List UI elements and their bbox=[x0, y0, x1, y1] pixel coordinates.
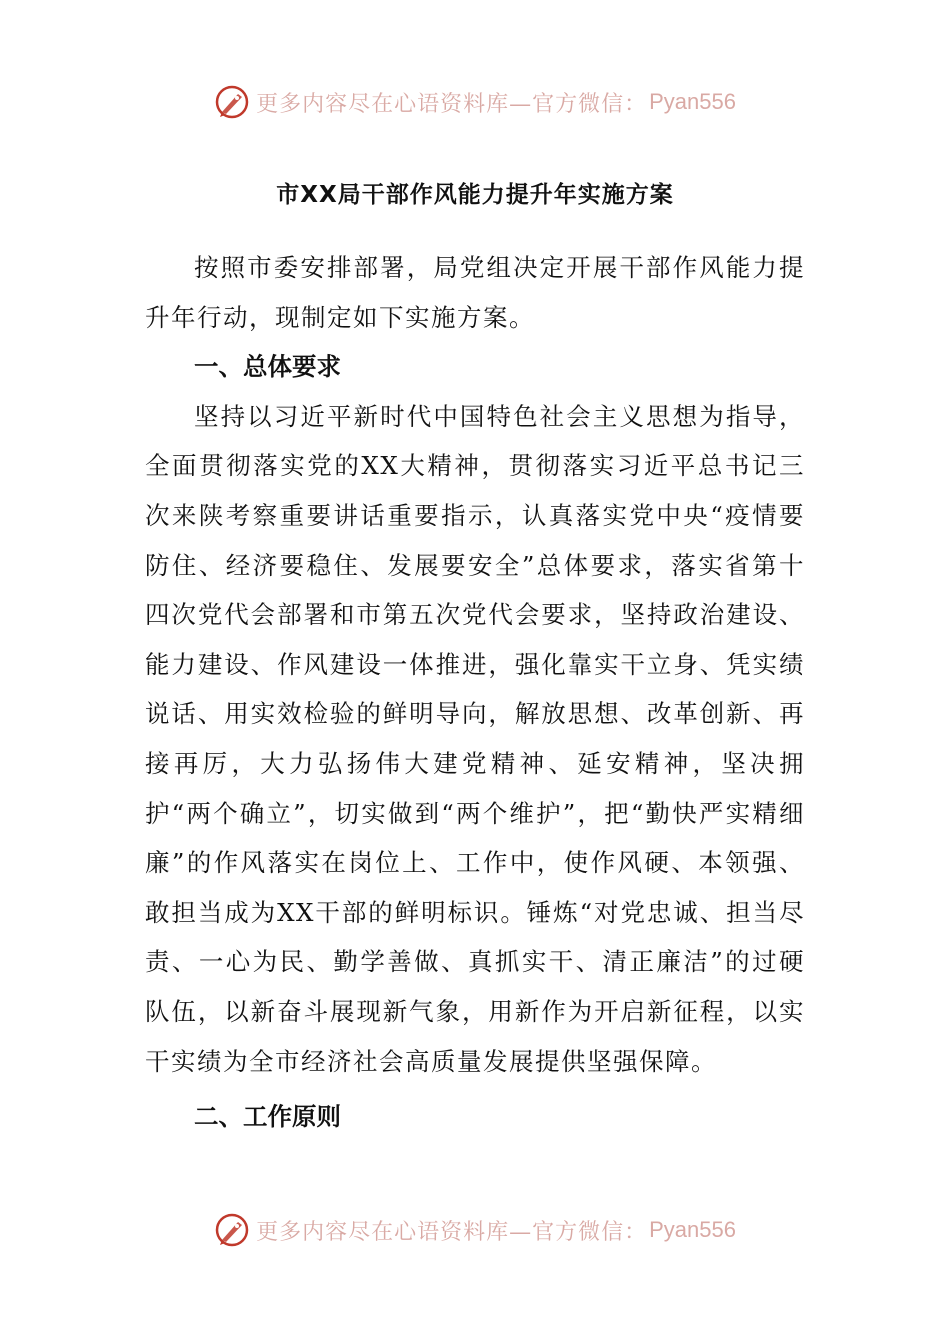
section-heading-2: 二、工作原则 bbox=[194, 1102, 341, 1132]
header-banner-text: 更多内容尽在心语资料库—官方微信： bbox=[256, 91, 648, 117]
header-banner-id: Pyan556 bbox=[649, 89, 736, 114]
document-body bbox=[145, 243, 805, 1142]
pen-logo-icon bbox=[214, 84, 250, 120]
pen-logo-icon bbox=[214, 1212, 250, 1248]
section-heading-1: 一、总体要求 bbox=[194, 352, 341, 382]
document-title: 市XX局干部作风能力提升年实施方案 bbox=[276, 182, 674, 208]
footer-banner bbox=[0, 1208, 950, 1252]
intro-paragraph: 按照市委安排部署，局党组决定开展干部作风能力提升年行动，现制定如下实施方案。 bbox=[145, 253, 805, 332]
header-banner bbox=[0, 80, 950, 124]
footer-banner-text: 更多内容尽在心语资料库—官方微信： bbox=[256, 1219, 648, 1245]
section-1-paragraph: 坚持以习近平新时代中国特色社会主义思想为指导，全面贯彻落实党的XX大精神，贯彻落实习近平总书记三次来陕考察重要讲话重要指示，认真落实党中央“疫情要防住、经济要稳住、发展要安全”总体要求，落实省第十四次党代会部署和市第五次党代会要求，坚持政治建设、能力建设、作风建设一体推进，强化靠实干立身、凭实绩说话、用实效检验的鲜明导向，解放思想、改革创新、再接再厉，大力弘扬伟大建党精神、延安精神，坚决拥护“两个确立”，切实做到“两个维护”，把“勤快严实精细廉”的作风落实在岗位上、工作中，使作风硬、本领强、敢担当成为XX干部的鲜明标识。锤炼“对党忠诚、担当尽责、一心为民、勤学善做、真抓实干、清正廉洁”的过硬队伍，以新奋斗展现新气象，用新作为开启新征程，以实干实绩为全市经济社会高质量发展提供坚强保障。 bbox=[145, 401, 805, 1076]
footer-banner-id: Pyan556 bbox=[649, 1217, 736, 1242]
